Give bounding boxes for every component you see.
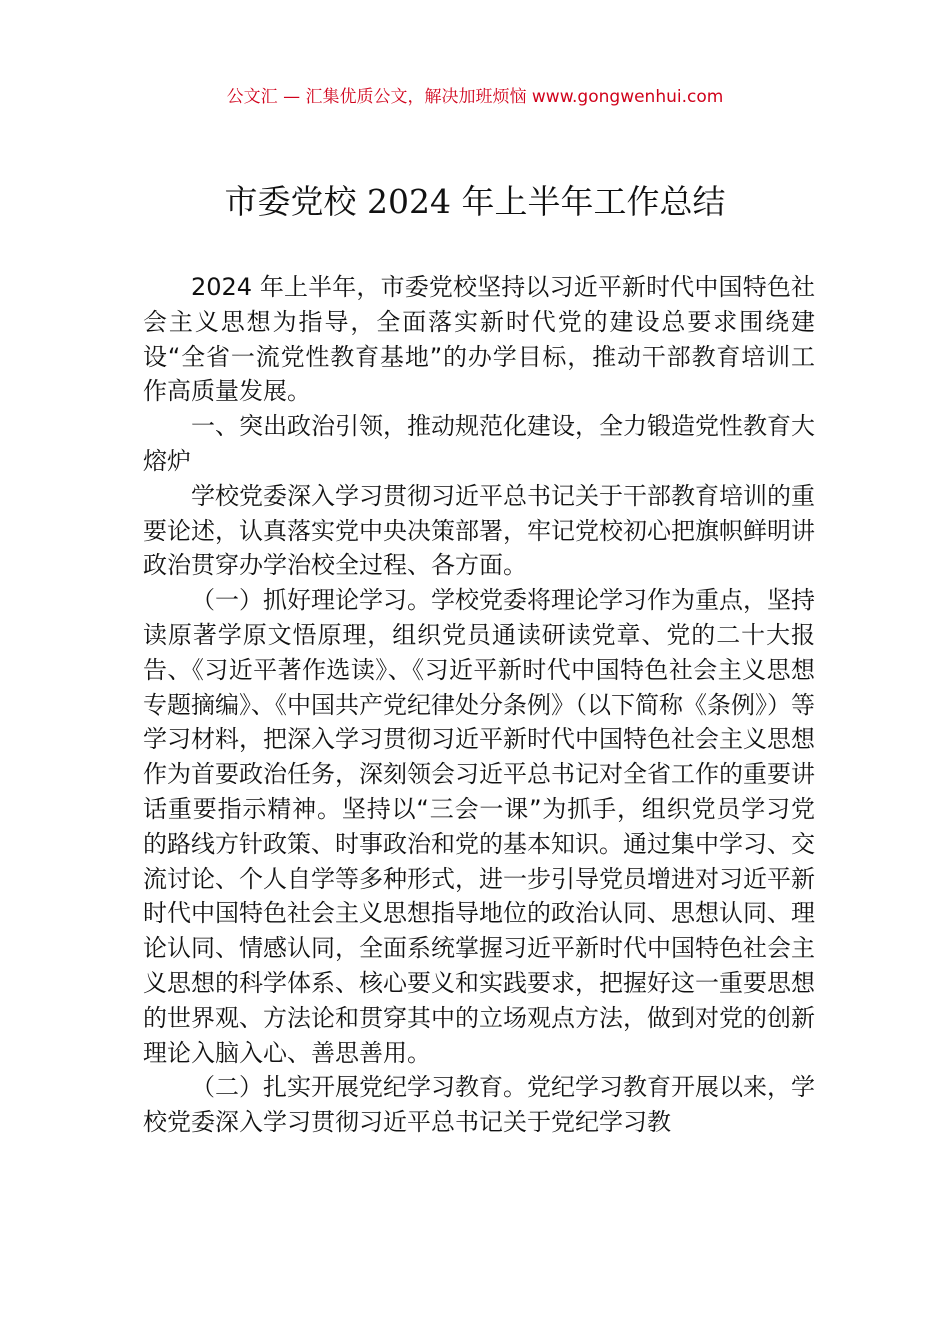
paragraph-theory-study: （一）抓好理论学习。学校党委将理论学习作为重点，坚持读原著学原文悟原理，组织党员通读研读党章、党的二十大报告、《习近平著作选读》、《习近平新时代中国特色社会主义思想专题摘编》、《中国共产党纪律处分条例》（以下简称《条例》）等学习材料，把深入学习贯彻习近平新时代中国特色社会主义思想作为首要政治任务，深刻领会习近平总书记对全省工作的重要讲话重要指示精神。坚持以“三会一课”为抓手，组织党员学习党的路线方针政策、时事政治和党的基本知识。通过集中学习、交流讨论、个人自学等多种形式，进一步引导党员增进对习近平新时代中国特色社会主义思想指导地位的政治认同、思想认同、理论认同、情感认同，全面系统掌握习近平新时代中国特色社会主义思想的科学体系、核心要义和实践要求，把握好这一重要思想的世界观、方法论和贯穿其中的立场观点方法，做到对党的创新理论入脑入心、善思善用。 — [143, 586, 815, 1067]
page-title: 市委党校 2024 年上半年工作总结 — [224, 182, 726, 221]
header-banner: 公文汇 — 汇集优质公文，解决加班烦恼 www.gongwenhui.com — [226, 87, 724, 107]
paragraph-discipline-education: （二）扎实开展党纪学习教育。党纪学习教育开展以来，学校党委深入学习贯彻习近平总书记关于党纪学习教 — [143, 1073, 815, 1137]
section-heading-1: 一、突出政治引领，推动规范化建设，全力锻造党性教育大熔炉 — [143, 412, 815, 475]
paragraph-section-1-intro: 学校党委深入学习贯彻习近平总书记关于干部教育培训的重要论述，认真落实党中央决策部署，牢记党校初心把旗帜鲜明讲政治贯穿办学治校全过程、各方面。 — [143, 481, 815, 580]
document-body — [143, 270, 815, 1140]
paragraph-intro: 2024 年上半年，市委党校坚持以习近平新时代中国特色社会主义思想为指导，全面落实新时代党的建设总要求围绕建设“全省一流党性教育基地”的办学目标，推动干部教育培训工作高质量发展。 — [143, 273, 815, 406]
